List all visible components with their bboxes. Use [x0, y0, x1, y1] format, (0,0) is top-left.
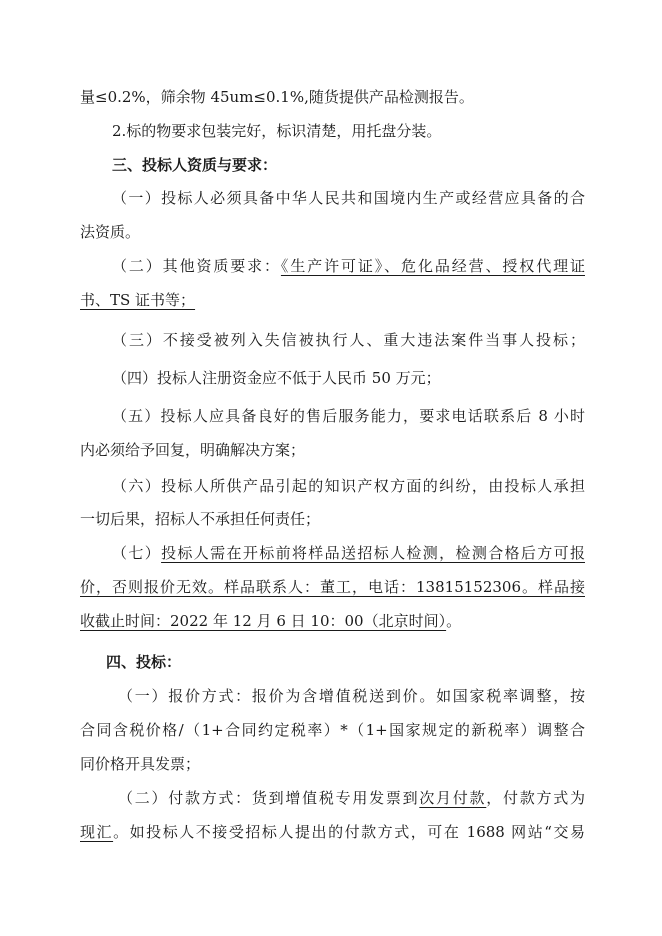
text-span: 。如投标人不接受招标人提出的付款方式，可在 1688 网站“交易: [113, 823, 585, 841]
text-line: 一切后果，招标人不承担任何责任；: [80, 510, 321, 528]
text-line: 合同含税价格/（1+合同约定税率）*（1+国家规定的新税率）调整合: [80, 721, 585, 739]
text-line: 量≤0.2%，筛余物 45um≤0.1%,随货提供产品检测报告。: [80, 88, 474, 106]
underlined-text: 现汇: [80, 823, 114, 841]
text-line: 法资质。: [80, 223, 141, 241]
text-line: [80, 822, 585, 842]
underlined-text: 收截止时间：2022 年 12 月 6 日 10：00（北京时间）: [80, 612, 447, 630]
text-line: （一）投标人必须具备中华人民共和国境内生产或经营应具备的合: [112, 189, 585, 207]
text-line: 内必须给予回复，明确解决方案；: [80, 441, 306, 459]
underlined-text: 价，否则报价无效。样品联系人：董工，电话：13815152306。样品接: [80, 578, 585, 596]
text-line: 同价格开具发票；: [80, 755, 201, 773]
section-heading: 三、投标人资质与要求：: [112, 156, 278, 174]
text-line: [112, 256, 585, 276]
text-line: [118, 788, 585, 808]
text-line: （四）投标人注册资金应不低于人民币 50 万元；: [112, 369, 441, 387]
underlined-text: 次月付款: [419, 789, 487, 807]
text-span: （二）付款方式：货到增值税专用发票到: [118, 789, 420, 807]
text-line: （一）报价方式：报价为含增值税送到价。如国家税率调整，按: [118, 687, 585, 705]
section-heading: 四、投标：: [106, 653, 182, 671]
text-span: 。: [446, 612, 462, 630]
text-line: [112, 543, 585, 563]
underlined-text: 投标人需在开标前将样品送招标人检测，检测合格后方可报: [161, 544, 585, 562]
text-line: [80, 611, 585, 631]
text-line: [80, 290, 585, 310]
text-line: （六）投标人所供产品引起的知识产权方面的纠纷，由投标人承担: [112, 477, 585, 495]
text-line: （五）投标人应具备良好的售后服务能力，要求电话联系后 8 小时: [112, 407, 585, 425]
text-span: ，付款方式为: [486, 789, 585, 807]
underlined-text: 《生产许可证》、危化品经营、授权代理证: [280, 257, 585, 275]
text-line: 2.标的物要求包装完好，标识清楚，用托盘分装。: [112, 122, 442, 140]
text-line: （三）不接受被列入失信被执行人、重大违法案件当事人投标；: [112, 331, 585, 349]
text-span: （二）其他资质要求：: [112, 257, 281, 275]
underlined-text: 书、TS 证书等；: [80, 291, 196, 309]
text-span: （七）: [112, 544, 162, 562]
